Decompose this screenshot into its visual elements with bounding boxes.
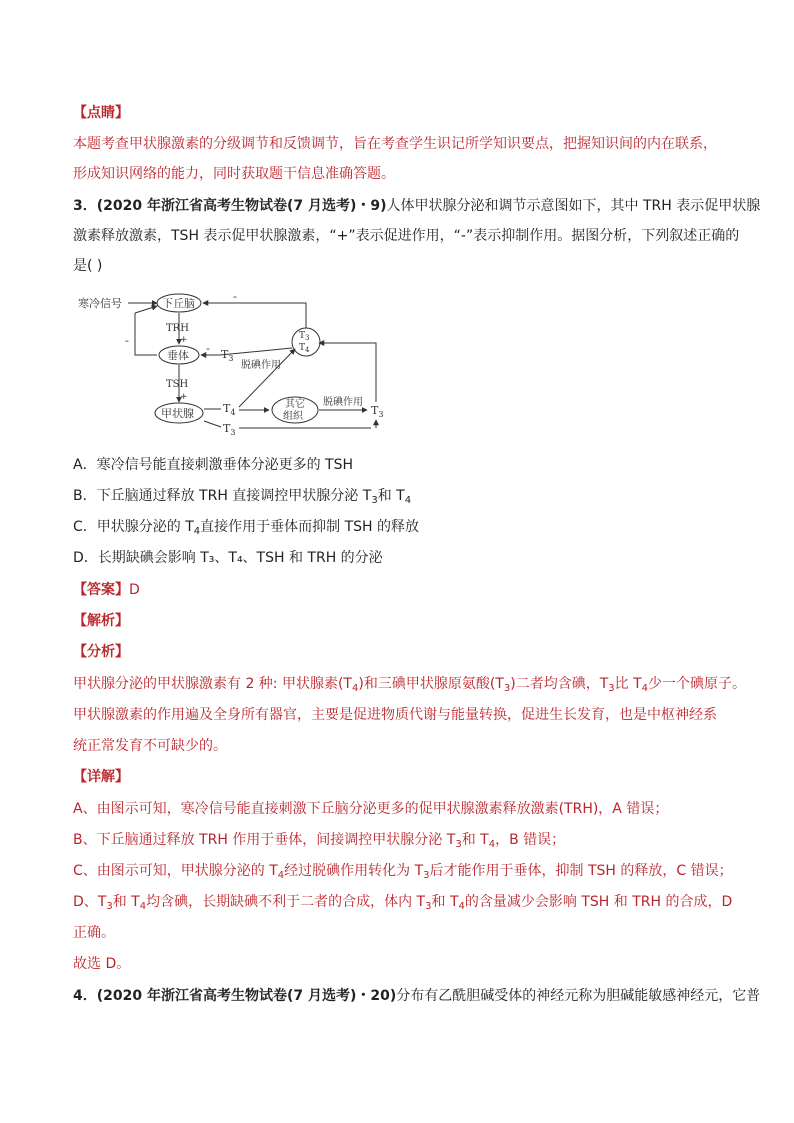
other-tissue-label-1: 其它 — [285, 399, 305, 410]
dianjing-heading: 【点睛】 — [73, 105, 129, 121]
fenxi-l1-g: 比 T — [614, 676, 642, 692]
thyroid-t3-line — [204, 421, 221, 427]
thyroid-label: 甲状腺 — [161, 407, 194, 420]
deiodination-right-label: 脱碘作用 — [323, 397, 363, 408]
question-4-stem: 分布有乙酰胆碱受体的神经元称为胆碱能敏感神经元，它普 — [396, 988, 761, 1004]
right-t3-label: $T_3$ — [371, 404, 384, 419]
dianjing-text-line-1: 本题考查甲状腺激素的分级调节和反馈调节，旨在考查学生识记所学知识要点，把握知识间的内在联系， — [73, 136, 717, 152]
xiangjie-d-c: 均含碘，长期缺碘不利于二者的合成，体内 T — [146, 894, 426, 910]
circle-to-hypothalamus-arrow — [203, 303, 306, 328]
option-c-sub: 4 — [193, 526, 201, 537]
option-c — [73, 517, 419, 537]
analysis-heading: 【解析】 — [73, 613, 129, 629]
thyroid-t3-label: $T_3$ — [223, 422, 236, 437]
left-feedback-minus: - — [125, 334, 129, 347]
question-3-line-2: 激素释放激素，TSH 表示促甲状腺激素，“+”表示促进作用，“-”表示抑制作用。据图分析，下列叙述正确的 — [73, 228, 740, 244]
question-4-line-1 — [73, 986, 760, 1006]
trh-plus: + — [180, 335, 188, 345]
fenxi-l1-e: )二者均含碘，T — [510, 676, 609, 692]
other-tissue-label-2: 组织 — [283, 411, 303, 422]
answer-value: D — [129, 582, 140, 598]
xiangjie-d-line-2: 正确。 — [73, 925, 115, 941]
mid-t3-label: $T_3$ — [221, 348, 234, 363]
xiangjie-b-post: ，B 错误； — [495, 832, 566, 848]
xiangjie-d — [73, 892, 732, 912]
tsh-label: TSH — [166, 379, 189, 390]
xiangjie-c-pre: C、由图示可知，甲状腺分泌的 T — [73, 863, 278, 879]
xiangjie-a: A、由图示可知，寒冷信号能直接刺激下丘脑分泌更多的促甲状腺激素释放激素(TRH)，A 错误； — [73, 801, 669, 817]
pituitary-feedback-minus: - — [206, 342, 210, 355]
fenxi-line-3: 统正常发育不可缺少的。 — [73, 738, 227, 754]
option-b-mid: 和 T — [377, 488, 405, 504]
xiangjie-d-e: 的含量减少会影响 TSH 和 TRH 的合成，D — [464, 894, 733, 910]
xiangjie-c-mid: 经过脱碘作用转化为 T — [284, 863, 424, 879]
xiangjie-b-s2: 4 — [488, 839, 496, 850]
xiangjie-c-s2: 3 — [423, 870, 430, 881]
question-3-stem-1: 人体甲状腺分泌和调节示意图如下，其中 TRH 表示促甲状腺 — [386, 198, 761, 214]
question-3-source: (2020 年浙江省高考生物试卷(7 月选考)・9) — [96, 198, 387, 214]
option-b-sub-2: 4 — [404, 495, 412, 506]
circle-t4-label: $T_4$ — [299, 343, 310, 354]
xiangjie-c — [73, 861, 733, 881]
fenxi-l1-b: 4 — [352, 683, 359, 694]
answer-line — [73, 580, 140, 600]
hypothalamus-label: 下丘脑 — [162, 297, 195, 310]
thyroid-t4-label: $T_4$ — [223, 402, 236, 417]
tsh-plus: + — [180, 392, 188, 402]
question-4-source: (2020 年浙江省高考生物试卷(7 月选考)・20) — [96, 988, 397, 1004]
cold-signal-label: 寒冷信号 — [78, 297, 122, 310]
fenxi-l1-h: 4 — [641, 683, 649, 694]
top-feedback-minus: - — [233, 290, 237, 303]
circle-t3-label: $T_3$ — [299, 331, 310, 342]
option-b — [73, 486, 411, 506]
pituitary-label: 垂体 — [167, 349, 189, 362]
xiangjie-conclusion: 故选 D。 — [73, 956, 131, 972]
trh-label: TRH — [166, 323, 189, 334]
option-b-text: B．下丘脑通过释放 TRH 直接调控甲状腺分泌 T — [73, 488, 372, 504]
option-c-post: 直接作用于垂体而抑制 TSH 的释放 — [200, 519, 420, 535]
xiangjie-d-b: 和 T — [112, 894, 140, 910]
fenxi-l1-c: )和三碘甲状腺原氨酸(T — [358, 676, 504, 692]
option-d: D．长期缺碘会影响 T₃、T₄、TSH 和 TRH 的分泌 — [73, 550, 383, 566]
thyroid-regulation-diagram — [73, 289, 393, 439]
fenxi-l1-i: 少一个碘原子。 — [648, 676, 747, 692]
fenxi-heading: 【分析】 — [73, 644, 129, 660]
xiangjie-b — [73, 830, 565, 850]
xiangjie-heading: 【详解】 — [73, 769, 129, 785]
dianjing-text-line-2: 形成知识网络的能力，同时获取题干信息准确答题。 — [73, 166, 395, 182]
left-feedback-arrow — [135, 306, 157, 313]
fenxi-l1-a: 甲状腺分泌的甲状腺激素有 2 种: 甲状腺素(T — [73, 676, 352, 692]
answer-label: 【答案】 — [73, 582, 129, 598]
question-4-number: 4． — [73, 988, 97, 1004]
fenxi-line-2: 甲状腺激素的作用遍及全身所有器官，主要是促进物质代谢与能量转换，促进生长发育，也是中枢神经系 — [73, 707, 717, 723]
fenxi-line-1 — [73, 674, 746, 694]
fenxi-l1-d: 3 — [503, 683, 511, 694]
fenxi-l1-f: 3 — [608, 683, 615, 694]
xiangjie-b-pre: B、下丘脑通过释放 TRH 作用于垂体，间接调控甲状腺分泌 T — [73, 832, 456, 848]
option-a: A．寒冷信号能直接刺激垂体分泌更多的 TSH — [73, 457, 353, 473]
xiangjie-c-post: 后才能作用于垂体，抑制 TSH 的释放，C 错误； — [429, 863, 733, 879]
xiangjie-d-a: D、T — [73, 894, 107, 910]
xiangjie-b-s1: 3 — [455, 839, 462, 850]
xiangjie-d-d: 和 T — [431, 894, 459, 910]
question-3-line-1 — [73, 196, 760, 216]
xiangjie-d-s2: 4 — [139, 901, 147, 912]
xiangjie-b-mid: 和 T — [461, 832, 489, 848]
option-c-text: C．甲状腺分泌的 T — [73, 519, 194, 535]
left-feedback-line — [135, 313, 157, 355]
deiodination-mid-label: 脱碘作用 — [241, 360, 281, 371]
right-to-circle-arrow — [319, 343, 376, 402]
xiangjie-d-s4: 4 — [458, 901, 465, 912]
option-b-sub-1: 3 — [371, 495, 378, 506]
xiangjie-c-s1: 4 — [277, 870, 285, 881]
question-3-number: 3． — [73, 198, 97, 214]
question-3-line-3: 是( ) — [73, 258, 103, 274]
xiangjie-d-s3: 3 — [425, 901, 432, 912]
xiangjie-d-s1: 3 — [106, 901, 113, 912]
